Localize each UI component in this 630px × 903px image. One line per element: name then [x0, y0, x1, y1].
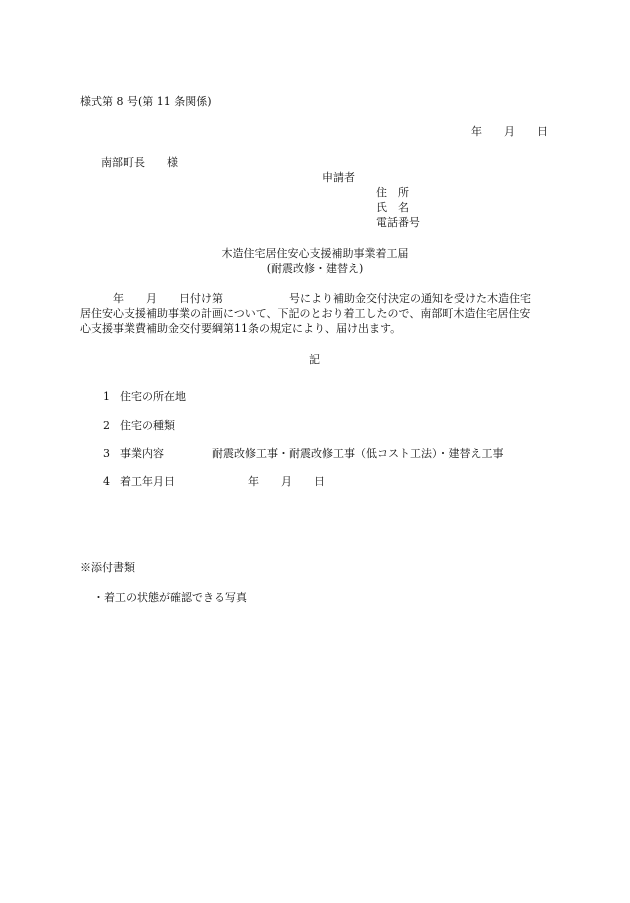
- attachment-item: ・着工の状態が確認できる写真: [93, 591, 247, 604]
- form-number: 様式第 8 号(第 11 条関係): [80, 95, 212, 108]
- item-label: 住宅の種類: [120, 419, 175, 432]
- date-line: 年 月 日: [471, 125, 548, 138]
- item-label: 住宅の所在地: [120, 390, 186, 403]
- addressee: 南部町長 様: [101, 156, 178, 169]
- item-value: 耐震改修工事・耐震改修工事（低コスト工法）・建替え工事: [212, 447, 504, 460]
- applicant-phone-label: 電話番号: [376, 216, 420, 229]
- item-number: 1: [103, 390, 110, 403]
- applicant-name-label: 氏 名: [376, 201, 409, 214]
- applicant-address-label: 住 所: [376, 186, 409, 199]
- body-line-1: 年 月 日付け第 号により補助金交付決定の通知を受けた木造住宅: [80, 292, 531, 305]
- item-number: 4: [103, 475, 110, 488]
- applicant-heading: 申請者: [322, 171, 355, 184]
- document-subtitle: (耐震改修・建替え): [266, 262, 364, 275]
- attachments-heading: ※添付書類: [80, 561, 135, 574]
- ki-heading: 記: [309, 353, 320, 366]
- item-label: 事業内容: [120, 447, 164, 460]
- item-number: 3: [103, 447, 110, 460]
- item-value: 年 月 日: [248, 475, 325, 488]
- item-label: 着工年月日: [120, 475, 175, 488]
- item-number: 2: [103, 419, 110, 432]
- body-line-3: 心支援事業費補助金交付要綱第11条の規定により、届け出ます。: [80, 322, 402, 335]
- document-title: 木造住宅居住安心支援補助事業着工届: [221, 247, 409, 260]
- body-line-2: 居住安心支援補助事業の計画について、下記のとおり着工したので、南部町木造住宅居住安: [80, 307, 531, 320]
